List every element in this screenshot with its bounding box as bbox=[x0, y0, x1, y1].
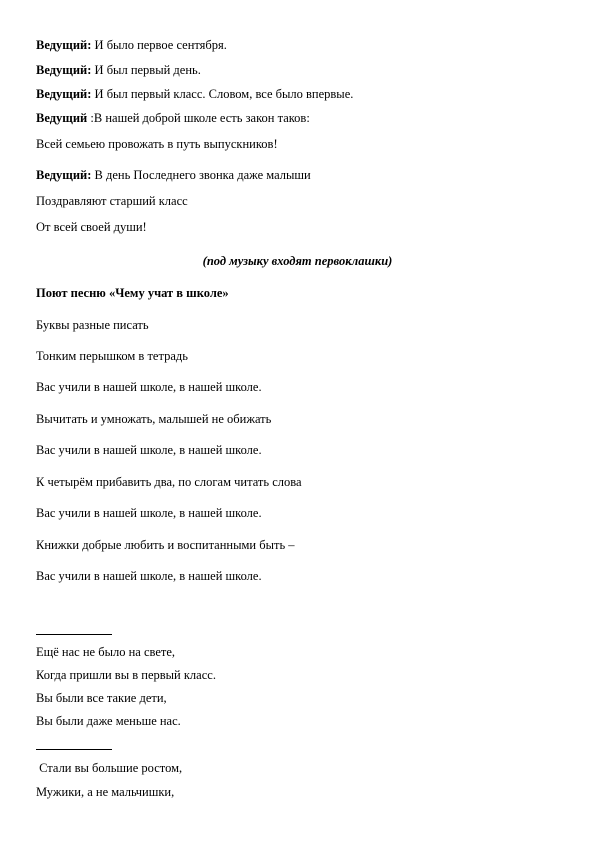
speaker-label: Ведущий: bbox=[36, 38, 92, 52]
verse1-line-1: Ещё нас не было на свете, bbox=[36, 645, 176, 659]
intro-tail-line: Всей семьею провожать в путь выпускников! bbox=[36, 137, 278, 151]
intro-line-4 bbox=[36, 111, 310, 126]
intro-line-2 bbox=[36, 63, 201, 78]
verse1-line-2: Когда пришли вы в первый класс. bbox=[36, 668, 216, 682]
song-title: Поют песню «Чему учат в школе» bbox=[36, 286, 229, 300]
song-line-9: Вас учили в нашей школе, в нашей школе. bbox=[36, 569, 262, 583]
song-line-1: Буквы разные писать bbox=[36, 318, 149, 332]
intro-text: И был первый класс. Словом, все было впервые. bbox=[91, 87, 354, 101]
stage-direction: (под музыку входят первоклашки) bbox=[202, 254, 393, 268]
separator-line bbox=[36, 749, 112, 750]
song-line-5: Вас учили в нашей школе, в нашей школе. bbox=[36, 443, 262, 457]
song-line-8: Книжки добрые любить и воспитанными быть – bbox=[36, 538, 295, 552]
song-line-2: Тонким перышком в тетрадь bbox=[36, 349, 188, 363]
song-line-7: Вас учили в нашей школе, в нашей школе. bbox=[36, 506, 262, 520]
second-line-1 bbox=[36, 168, 311, 183]
verse1-line-4: Вы были даже меньше нас. bbox=[36, 714, 181, 728]
song-line-4: Вычитать и умножать, малышей не обижать bbox=[36, 412, 272, 426]
speaker-label: Ведущий: bbox=[36, 168, 92, 182]
verse2-line-2: Мужики, а не мальчишки, bbox=[36, 785, 175, 799]
second-line-3: От всей своей души! bbox=[36, 220, 147, 234]
song-line-3: Вас учили в нашей школе, в нашей школе. bbox=[36, 380, 262, 394]
second-line-2: Поздравляют старший класс bbox=[36, 194, 188, 208]
intro-text: :В нашей доброй школе есть закон таков: bbox=[87, 111, 310, 125]
intro-text: И было первое сентября. bbox=[91, 38, 227, 52]
speaker-label: Ведущий: bbox=[36, 87, 92, 101]
speaker-label: Ведущий: bbox=[36, 63, 92, 77]
intro-line-1 bbox=[36, 38, 227, 53]
verse1-line-3: Вы были все такие дети, bbox=[36, 691, 167, 705]
separator-line bbox=[36, 634, 112, 635]
speaker-label: Ведущий bbox=[36, 111, 88, 125]
song-line-6: К четырём прибавить два, по слогам читать слова bbox=[36, 475, 302, 489]
intro-line-3 bbox=[36, 87, 353, 102]
intro-text: И был первый день. bbox=[91, 63, 201, 77]
verse2-line-1: Стали вы большие ростом, bbox=[36, 761, 183, 775]
second-text: В день Последнего звонка даже малыши bbox=[91, 168, 311, 182]
